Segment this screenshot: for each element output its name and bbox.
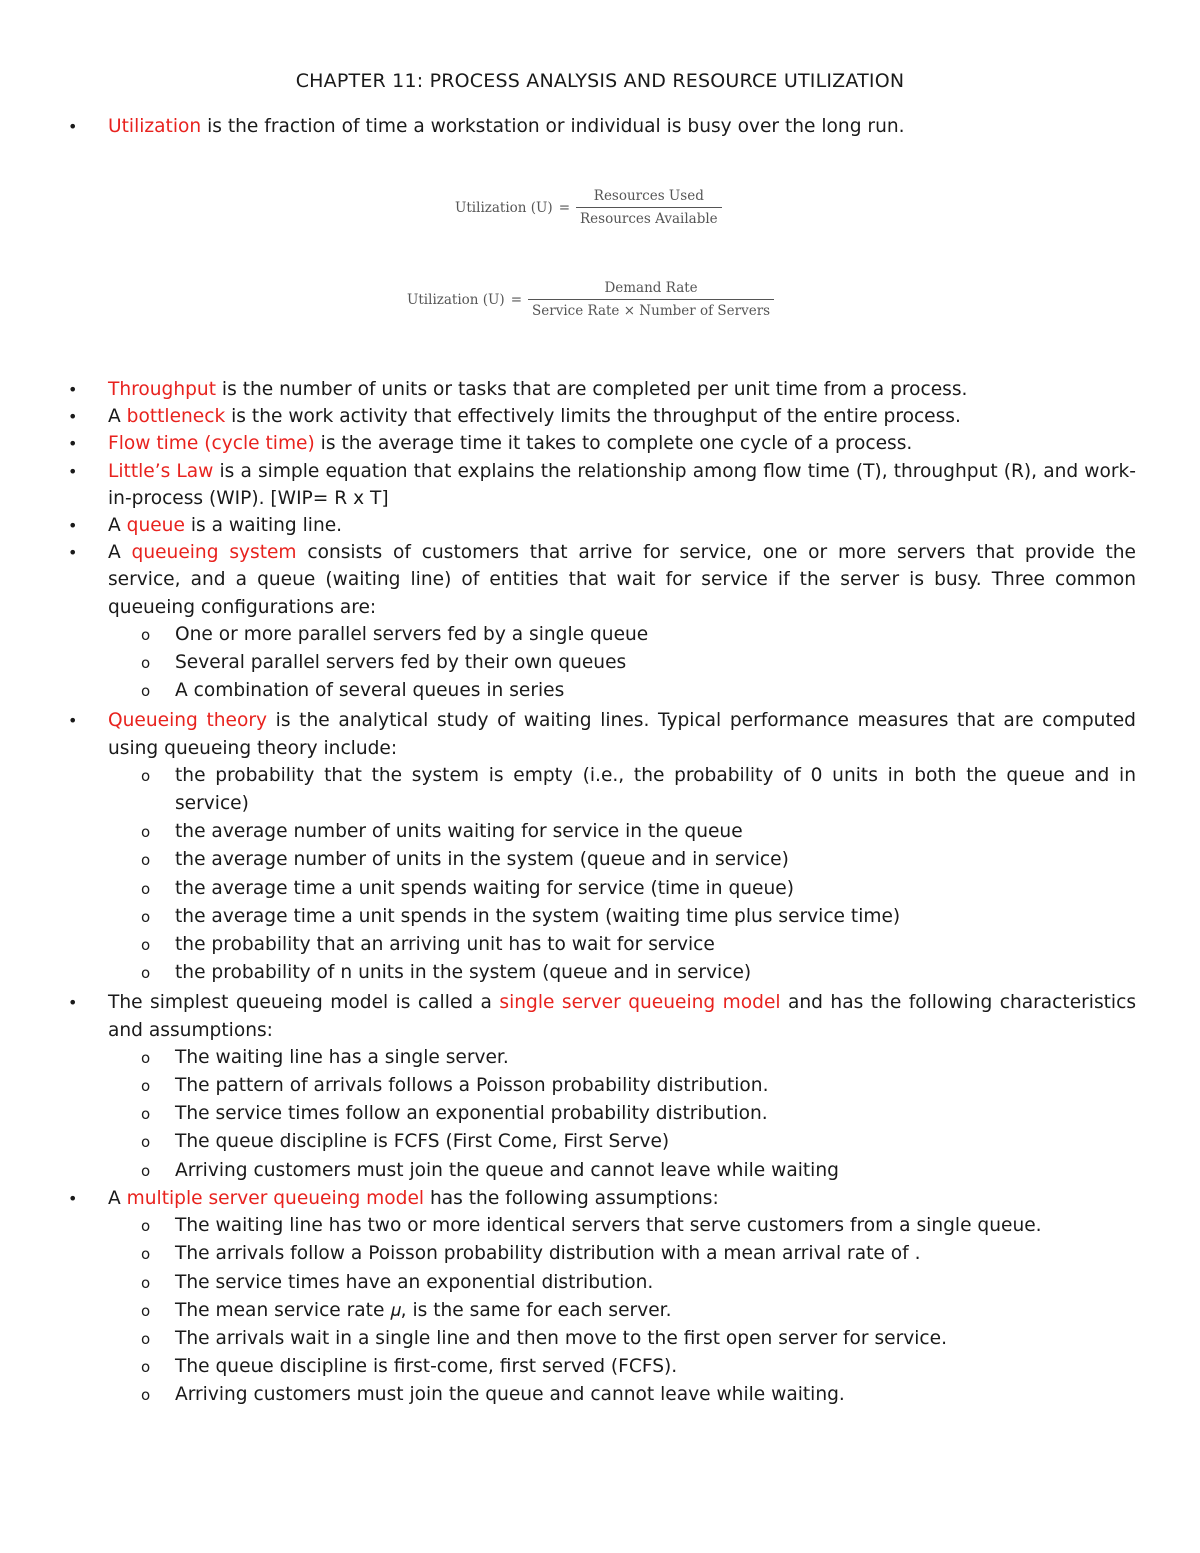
bullet-icon: • — [68, 543, 78, 563]
definitions-list — [66, 376, 1136, 1410]
sub-bullet-icon: o — [141, 936, 151, 955]
term-utilization: Utilization — [108, 116, 202, 137]
list-item: • Throughput is the number of units or tasks that are completed per unit time from a process. — [66, 376, 1136, 403]
list-item: • A multiple server queueing model has the following assumptions: — [66, 1185, 1136, 1212]
formula-resources: Utilization (U) = $\frac{\text{Resources Used}}{\text{Resources Available}}$ — [455, 188, 722, 227]
sub-bullet-icon: o — [141, 625, 151, 644]
sub-item: o The pattern of arrivals follows a Poisson probability distribution. — [66, 1072, 1136, 1100]
sub-bullet-icon: o — [141, 1048, 151, 1067]
sub-item: o the probability that the system is empty (i.e., the probability of 0 units in both the queue and in service) — [66, 762, 1136, 818]
sub-item: o The arrivals follow a Poisson probability distribution with a mean arrival rate of . — [66, 1240, 1136, 1268]
sub-item: o Arriving customers must join the queue and cannot leave while waiting — [66, 1157, 1136, 1185]
sub-item: o the average time a unit spends waiting for service (time in queue) — [66, 875, 1136, 903]
sub-item: o the average number of units waiting for service in the queue — [66, 818, 1136, 846]
sub-item: o the probability of n units in the system (queue and in service) — [66, 959, 1136, 987]
bullet-icon: • — [68, 407, 78, 427]
list-item: • A bottleneck is the work activity that effectively limits the throughput of the entire process. — [66, 403, 1136, 430]
sub-item: o the probability that an arriving unit has to wait for service — [66, 931, 1136, 959]
sub-bullet-icon: o — [141, 1273, 151, 1292]
sub-bullet-icon: o — [141, 879, 151, 898]
bullet-icon: • — [68, 434, 78, 454]
fraction: $\frac{\text{Demand Rate}}{\text{Service Rate × Number of Servers}}$ — [528, 280, 774, 319]
bullet-icon: • — [68, 516, 78, 536]
formula-demand: Utilization (U) = $\frac{\text{Demand Rate}}{\text{Service Rate × Number of Servers}}$ — [407, 280, 774, 319]
sub-bullet-icon: o — [141, 766, 151, 785]
sub-bullet-icon: o — [141, 1161, 151, 1180]
sub-bullet-icon: o — [141, 1133, 151, 1152]
sub-item: o the average number of units in the system (queue and in service) — [66, 846, 1136, 874]
sub-bullet-icon: o — [141, 851, 151, 870]
sub-item: o The waiting line has two or more identical servers that serve customers from a single queue. — [66, 1212, 1136, 1240]
sub-item: o the average time a unit spends in the system (waiting time plus service time) — [66, 903, 1136, 931]
sub-bullet-icon: o — [141, 682, 151, 701]
sub-bullet-icon: o — [141, 1301, 151, 1320]
sub-bullet-icon: o — [141, 1358, 151, 1377]
bullet-icon: • — [68, 117, 78, 136]
sub-item: o The queue discipline is FCFS (First Come, First Serve) — [66, 1128, 1136, 1156]
sub-bullet-icon: o — [141, 907, 151, 926]
bullet-icon: • — [68, 1188, 78, 1208]
list-item: • The simplest queueing model is called a single server queueing model and has the following characteristics and assumptions: — [66, 989, 1136, 1043]
sub-item: o The waiting line has a single server. — [66, 1044, 1136, 1072]
utilization-definition: • Utilization is the fraction of time a workstation or individual is busy over the long run. — [66, 113, 1136, 140]
sub-item: o The mean service rate 𝜇, is the same for each server. — [66, 1297, 1136, 1325]
sub-item: o Arriving customers must join the queue and cannot leave while waiting. — [66, 1381, 1136, 1409]
sub-item: o The arrivals wait in a single line and then move to the first open server for service. — [66, 1325, 1136, 1353]
sub-bullet-icon: o — [141, 1386, 151, 1405]
sub-bullet-icon: o — [141, 654, 151, 673]
list-item: • Queueing theory is the analytical study of waiting lines. Typical performance measures that are computed using queueing theory include: — [66, 707, 1136, 761]
list-item: • Flow time (cycle time) is the average time it takes to complete one cycle of a process. — [66, 430, 1136, 457]
sub-bullet-icon: o — [141, 1245, 151, 1264]
sub-bullet-icon: o — [141, 964, 151, 983]
list-item: • Little’s Law is a simple equation that explains the relationship among flow time (T), throughput (R), and work-in-process (WIP). [WIP= R x T] — [66, 458, 1136, 512]
sub-bullet-icon: o — [141, 1077, 151, 1096]
list-item: • A queue is a waiting line. — [66, 512, 1136, 539]
fraction: $\frac{\text{Resources Used}}{\text{Resources Available}}$ — [576, 188, 722, 227]
sub-item: o The service times follow an exponential probability distribution. — [66, 1100, 1136, 1128]
bullet-icon: • — [68, 380, 78, 399]
bullet-icon: • — [68, 711, 78, 731]
sub-bullet-icon: o — [141, 1105, 151, 1124]
sub-bullet-icon: o — [141, 823, 151, 842]
sub-bullet-icon: o — [141, 1217, 151, 1236]
sub-item: o A combination of several queues in series — [66, 677, 1136, 705]
sub-item: o The service times have an exponential distribution. — [66, 1269, 1136, 1297]
bullet-icon: • — [68, 993, 78, 1013]
list-item: • A queueing system consists of customers that arrive for service, one or more servers that provide the service, and a queue (waiting line) of entities that wait for service if the server is busy. Three common queueing configurations are: — [66, 539, 1136, 621]
sub-bullet-icon: o — [141, 1329, 151, 1348]
chapter-title: CHAPTER 11: PROCESS ANALYSIS AND RESOURCE UTILIZATION — [295, 70, 905, 92]
sub-item: o The queue discipline is first-come, first served (FCFS). — [66, 1353, 1136, 1381]
sub-item: o Several parallel servers fed by their own queues — [66, 649, 1136, 677]
bullet-icon: • — [68, 461, 78, 481]
sub-item: o One or more parallel servers fed by a single queue — [66, 621, 1136, 649]
